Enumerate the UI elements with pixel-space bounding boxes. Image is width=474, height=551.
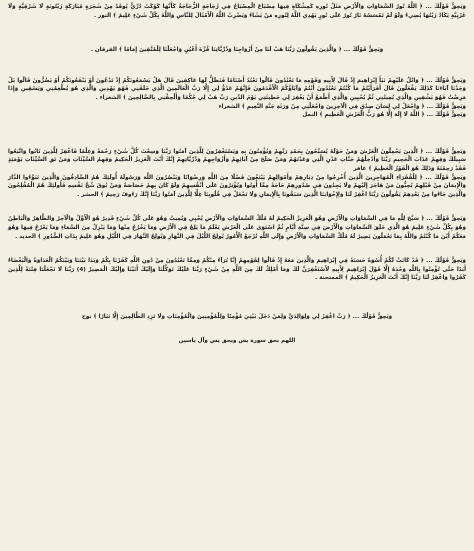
paragraph-ashshuara: وَيَحِقُّ قَوْلُكَ ... ﴿ وَاتْلُ عَلَيْهِمْ نَبَأَ إِبْرَاهِيمَ إِذْ قَالَ لِأَبِيهِ وَقَوْمِهِ مَا تَعْبُدُونَ قَالُوا نَعْبُدُ أَصْنَامًا فَنَظَلُّ لَهَا عَاكِفِينَ قَالَ هَلْ يَسْمَعُونَكُمْ إِذْ تَدْعُونَ أَوْ يَنْفَعُونَكُمْ أَوْ يَضُرُّونَ قَالُوا بَلْ وَجَدْنَا آبَاءَنَا كَذَلِكَ يَفْعَلُونَ قَالَ أَفَرَأَيْتُمْ مَا كُنْتُمْ تَعْبُدُونَ أَنْتُمْ وَآبَاؤُكُمُ الْأَقْدَمُونَ فَإِنَّهُمْ عَدُوٌّ لِي إِلَّا رَبَّ الْعَالَمِينَ الَّذِي خَلَقَنِي فَهُوَ يَهْدِينِ وَالَّذِي هُوَ يُطْعِمُنِي وَيَسْقِينِ وَإِذَا مَرِضْتُ فَهُوَ يَشْفِينِ وَالَّذِي يُمِيتُنِي ثُمَّ يُحْيِينِ وَالَّذِي أَطْمَعُ أَنْ يَغْفِرَ لِي خَطِيئَتِي يَوْمَ الدِّينِ رَبِّ هَبْ لِي حُكْمًا وَأَلْحِقْنِي بِالصَّالِحِينَ ﴾ الشعراء .: [8, 77, 466, 101]
paragraph-almumtahanah: وَيَحِقُّ قَوْلُكَ ... ﴿ قَدْ كَانَتْ لَكُمْ أُسْوَةٌ حَسَنَةٌ فِي إِبْرَاهِيمَ وَالَّذِينَ مَعَهُ إِذْ قَالُوا لِقَوْمِهِمْ إِنَّا بُرَآءُ مِنْكُمْ وَمِمَّا تَعْبُدُونَ مِنْ دُونِ اللَّهِ كَفَرْنَا بِكُمْ وَبَدَا بَيْنَنَا وَبَيْنَكُمُ الْعَدَاوَةُ وَالْبَغْضَاءُ أَبَدًا حَتَّى تُؤْمِنُوا بِاللَّهِ وَحْدَهُ إِلَّا قَوْلَ إِبْرَاهِيمَ لِأَبِيهِ لَأَسْتَغْفِرَنَّ لَكَ وَمَا أَمْلِكُ لَكَ مِنَ اللَّهِ مِنْ شَيْءٍ رَبَّنَا عَلَيْكَ تَوَكَّلْنَا وَإِلَيْكَ أَنَبْنَا وَإِلَيْكَ الْمَصِيرُ (4) رَبَّنَا لَا تَجْعَلْنَا فِتْنَةً لِلَّذِينَ كَفَرُوا وَاغْفِرْ لَنَا رَبَّنَا إِنَّكَ أَنْتَ الْعَزِيزُ الْحَكِيمُ ﴾ الممتحنة .: [8, 258, 466, 282]
paragraph-alhashr: وَيَحِقُّ قَوْلُكَ ... ﴿ لِلْفُقَرَاءِ الْمُهَاجِرِينَ الَّذِينَ أُخْرِجُوا مِنْ دِيَارِهِمْ وَأَمْوَالِهِمْ يَبْتَغُونَ فَضْلًا مِنَ اللَّهِ وَرِضْوَانًا وَيَنْصُرُونَ اللَّهَ وَرَسُولَهُ أُولَئِكَ هُمُ الصَّادِقُونَ وَالَّذِينَ تَبَوَّءُوا الدَّارَ وَالْإِيمَانَ مِنْ قَبْلِهِمْ يُحِبُّونَ مَنْ هَاجَرَ إِلَيْهِمْ وَلَا يَجِدُونَ فِي صُدُورِهِمْ حَاجَةً مِمَّا أُوتُوا وَيُؤْثِرُونَ عَلَى أَنْفُسِهِمْ وَلَوْ كَانَ بِهِمْ خَصَاصَةٌ وَمَنْ يُوقَ شُحَّ نَفْسِهِ فَأُولَئِكَ هُمُ الْمُفْلِحُونَ وَالَّذِينَ جَاءُوا مِنْ بَعْدِهِمْ يَقُولُونَ رَبَّنَا اغْفِرْ لَنَا وَلِإِخْوَانِنَا الَّذِينَ سَبَقُونَا بِالْإِيمَانِ وَلَا تَجْعَلْ فِي قُلُوبِنَا غِلًّا لِلَّذِينَ آمَنُوا رَبَّنَا إِنَّكَ رَءُوفٌ رَحِيمٌ ﴾ الحشر .: [8, 174, 466, 198]
paragraph-nuh: وَيَحِقُّ قَوْلُكَ ... ﴿ رَبِّ اغْفِرْ لِي وَلِوَالِدَيَّ وَلِمَنْ دَخَلَ بَيْتِيَ مُؤْمِنًا وَلِلْمُؤْمِنِينَ وَالْمُؤْمِنَاتِ وَلَا تَزِدِ الظَّالِمِينَ إِلَّا تَبَارًا ﴾ نوح: [81, 313, 393, 320]
paragraph-annaml: وَيَحِقُّ قَوْلُكَ ... ﴿ اللَّهُ لَا إِلَهَ إِلَّا هُوَ رَبُّ الْعَرْشِ الْعَظِيمِ ﴾ النمل: [302, 112, 466, 119]
paragraph-ashshuara-2: وَيَحِقُّ قَوْلُكَ ... ﴿ وَاجْعَلْ لِي لِسَانَ صِدْقٍ فِي الْآخِرِينَ وَاجْعَلْنِي مِنْ وَرَثَةِ جَنَّةِ النَّعِيمِ ﴾ الشعراء: [218, 103, 466, 110]
paragraph-ghafir: وَيَحِقُّ قَوْلُكَ ... ﴿ الَّذِينَ يَحْمِلُونَ الْعَرْشَ وَمَنْ حَوْلَهُ يُسَبِّحُونَ بِحَمْدِ رَبِّهِمْ وَيُؤْمِنُونَ بِهِ وَيَسْتَغْفِرُونَ لِلَّذِينَ آمَنُوا رَبَّنَا وَسِعْتَ كُلَّ شَيْءٍ رَحْمَةً وَعِلْمًا فَاغْفِرْ لِلَّذِينَ تَابُوا وَاتَّبَعُوا سَبِيلَكَ وَقِهِمْ عَذَابَ الْجَحِيمِ رَبَّنَا وَأَدْخِلْهُمْ جَنَّاتِ عَدْنٍ الَّتِي وَعَدْتَهُمْ وَمَنْ صَلَحَ مِنْ آبَائِهِمْ وَأَزْوَاجِهِمْ وَذُرِّيَّاتِهِمْ إِنَّكَ أَنْتَ الْعَزِيزُ الْحَكِيمُ وَقِهِمُ السَّيِّئَاتِ وَمَنْ تَقِ السَّيِّئَاتِ يَوْمَئِذٍ فَقَدْ رَحِمْتَهُ وَذَلِكَ هُوَ الْفَوْزُ الْعَظِيمُ ﴾ غافر: [8, 148, 466, 172]
paragraph-annur: وَيَحِقُّ قَوْلُكَ ... ﴿ اللَّهُ نُورُ السَّمَاوَاتِ وَالْأَرْضِ مَثَلُ نُورِهِ كَمِشْكَاةٍ فِيهَا مِصْبَاحٌ الْمِصْبَاحُ فِي زُجَاجَةٍ الزُّجَاجَةُ كَأَنَّهَا كَوْكَبٌ دُرِّيٌّ يُوقَدُ مِنْ شَجَرَةٍ مُبَارَكَةٍ زَيْتُونَةٍ لَا شَرْقِيَّةٍ وَلَا غَرْبِيَّةٍ يَكَادُ زَيْتُهَا يُضِيءُ وَلَوْ لَمْ تَمْسَسْهُ نَارٌ نُورٌ عَلَى نُورٍ يَهْدِي اللَّهُ لِنُورِهِ مَنْ يَشَاءُ وَيَضْرِبُ اللَّهُ الْأَمْثَالَ لِلنَّاسِ وَاللَّهُ بِكُلِّ شَيْءٍ عَلِيمٌ ﴾ النور .: [8, 4, 466, 19]
closing-supplication: اللهم بحق سورة يس وبحق يس وآل ياسين: [178, 338, 296, 345]
paragraph-alfurqan: وَيَحِقُّ قَوْلُكَ ... ﴿ وَالَّذِينَ يَقُولُونَ رَبَّنَا هَبْ لَنَا مِنْ أَزْوَاجِنَا وَذُرِّيَّاتِنَا قُرَّةَ أَعْيُنٍ وَاجْعَلْنَا لِلْمُتَّقِينَ إِمَامًا ﴾ الفرقان .: [90, 47, 384, 54]
paragraph-alhadid: وَيَحِقُّ قَوْلُكَ ... ﴿ سَبَّحَ لِلَّهِ مَا فِي السَّمَاوَاتِ وَالْأَرْضِ وَهُوَ الْعَزِيزُ الْحَكِيمُ لَهُ مُلْكُ السَّمَاوَاتِ وَالْأَرْضِ يُحْيِي وَيُمِيتُ وَهُوَ عَلَى كُلِّ شَيْءٍ قَدِيرٌ هُوَ الْأَوَّلُ وَالْآخِرُ وَالظَّاهِرُ وَالْبَاطِنُ وَهُوَ بِكُلِّ شَيْءٍ عَلِيمٌ هُوَ الَّذِي خَلَقَ السَّمَاوَاتِ وَالْأَرْضَ فِي سِتَّةِ أَيَّامٍ ثُمَّ اسْتَوَى عَلَى الْعَرْشِ يَعْلَمُ مَا يَلِجُ فِي الْأَرْضِ وَمَا يَخْرُجُ مِنْهَا وَمَا يَنْزِلُ مِنَ السَّمَاءِ وَمَا يَعْرُجُ فِيهَا وَهُوَ مَعَكُمْ أَيْنَ مَا كُنْتُمْ وَاللَّهُ بِمَا تَعْمَلُونَ بَصِيرٌ لَهُ مُلْكُ السَّمَاوَاتِ وَالْأَرْضِ وَإِلَى اللَّهِ تُرْجَعُ الْأُمُورُ يُولِجُ اللَّيْلَ فِي النَّهَارِ وَيُولِجُ النَّهَارَ فِي اللَّيْلِ وَهُوَ عَلِيمٌ بِذَاتِ الصُّدُورِ ﴾ الحديد .: [8, 216, 466, 240]
